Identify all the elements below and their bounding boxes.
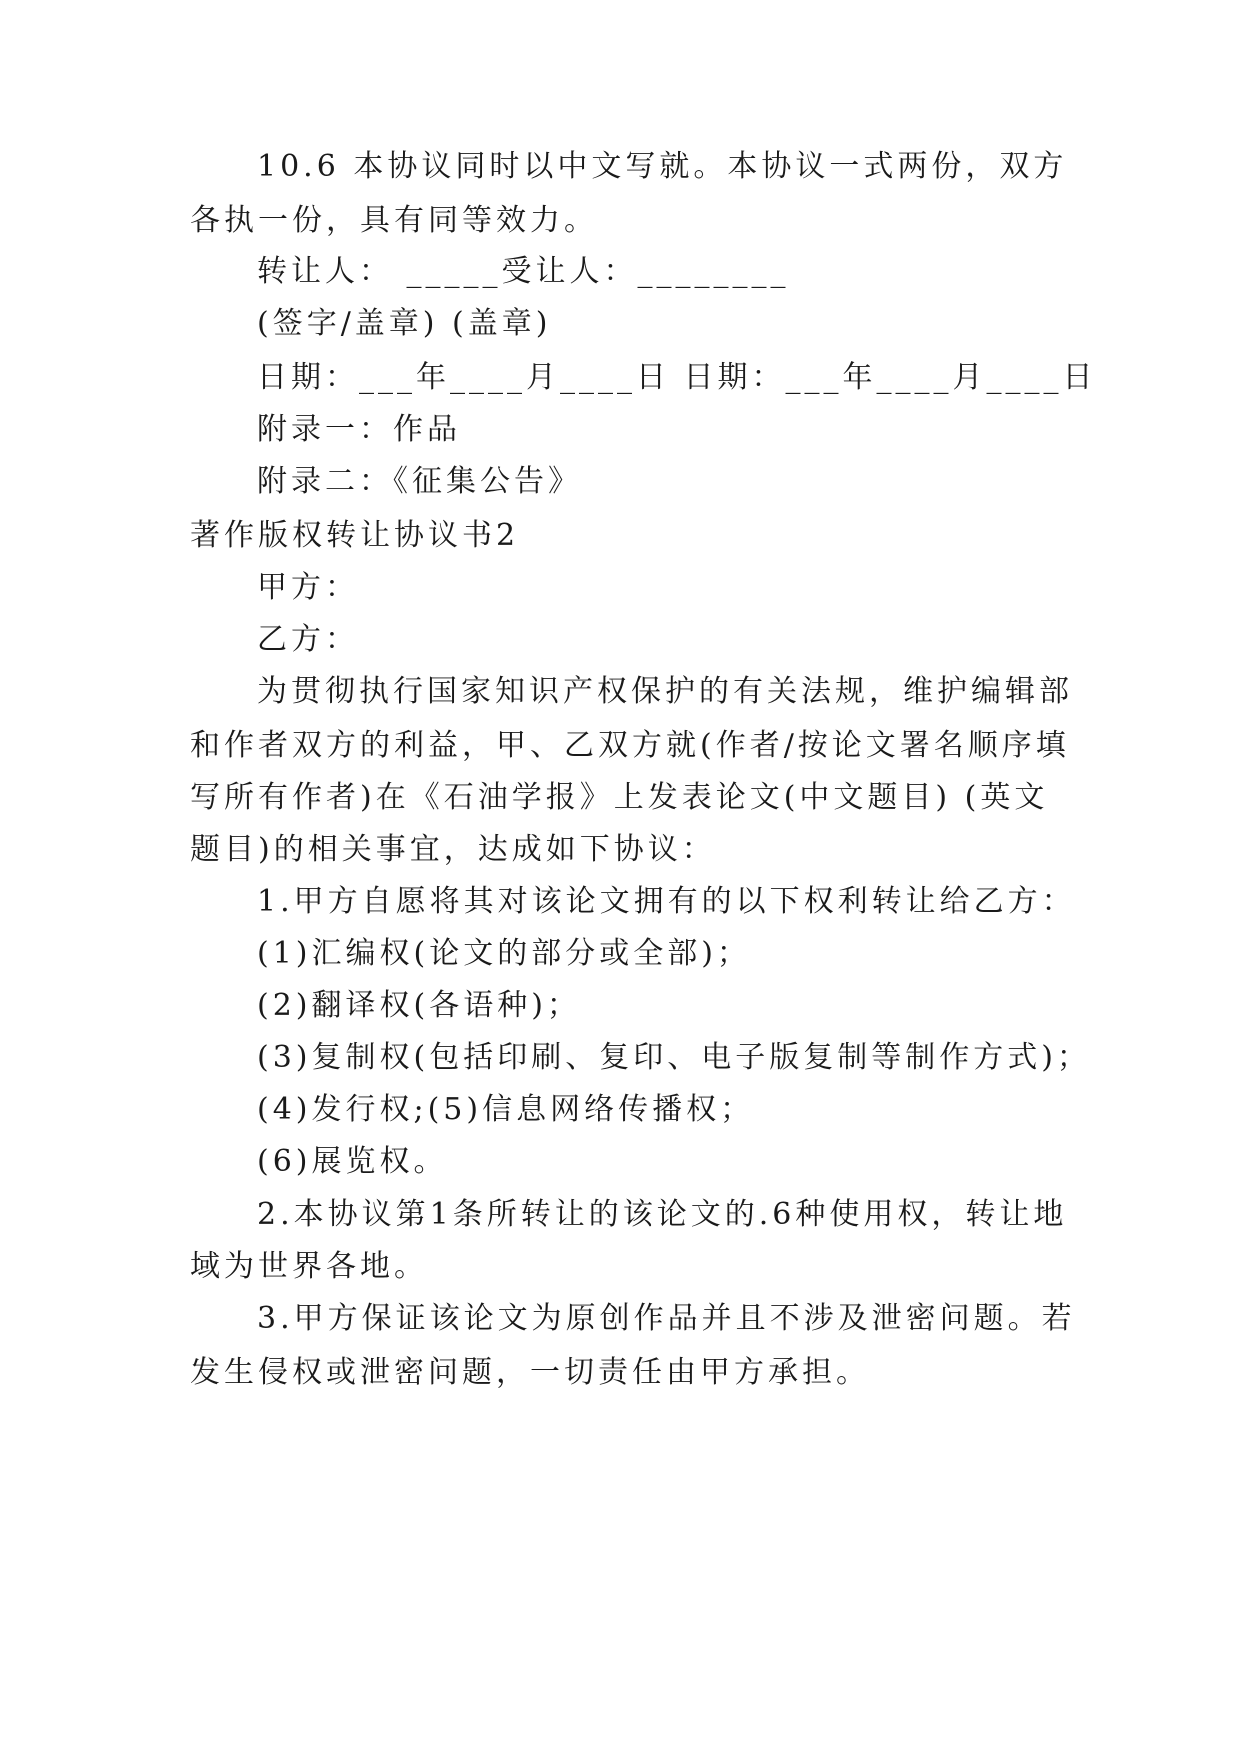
clause-10-6-line-1: 10.6 本协议同时以中文写就。本协议一式两份，双方 bbox=[257, 149, 1068, 184]
clause-3-line-1: 3.甲方保证该论文为原创作品并且不涉及泄密问题。若 bbox=[257, 1301, 1076, 1336]
appendix-1-line: 附录一：作品 bbox=[257, 412, 461, 447]
preamble-line-1: 为贯彻执行国家知识产权保护的有关法规，维护编辑部 bbox=[257, 674, 1073, 709]
preamble-line-2: 和作者双方的利益，甲、乙双方就(作者/按论文署名顺序填 bbox=[190, 728, 1070, 763]
right-2-line: (2)翻译权(各语种)； bbox=[257, 988, 581, 1023]
preamble-line-3: 写所有作者)在《石油学报》上发表论文(中文题目) (英文 bbox=[190, 780, 1049, 815]
clause-2-line-1: 2.本协议第1条所转让的该论文的.6种使用权，转让地 bbox=[257, 1197, 1068, 1232]
appendix-2-line: 附录二：《征集公告》 bbox=[257, 464, 582, 499]
party-b-line: 乙方： bbox=[257, 622, 359, 657]
right-3-line: (3)复制权(包括印刷、复印、电子版复制等制作方式)； bbox=[257, 1040, 1091, 1075]
clause-2-line-2: 域为世界各地。 bbox=[190, 1249, 428, 1284]
clause-3-line-2: 发生侵权或泄密问题，一切责任由甲方承担。 bbox=[190, 1355, 870, 1390]
preamble-line-4: 题目)的相关事宜，达成如下协议： bbox=[190, 832, 716, 867]
party-a-line: 甲方： bbox=[257, 570, 359, 605]
right-4-5-line: (4)发行权;(5)信息网络传播权； bbox=[257, 1092, 755, 1127]
clause-1-line: 1.甲方自愿将其对该论文拥有的以下权利转让给乙方： bbox=[257, 884, 1076, 919]
signature-parties-line: 转让人： _____受让人：________ bbox=[257, 254, 790, 289]
signature-note-line: (签字/盖章) (盖章) bbox=[257, 306, 552, 341]
clause-10-6-line-2: 各执一份，具有同等效力。 bbox=[190, 203, 598, 238]
agreement-title: 著作版权转让协议书2 bbox=[190, 518, 520, 553]
right-1-line: (1)汇编权(论文的部分或全部)； bbox=[257, 936, 751, 971]
date-line: 日期：___年____月____日 日期：___年____月____日 bbox=[257, 360, 1097, 395]
right-6-line: (6)展览权。 bbox=[257, 1144, 448, 1179]
